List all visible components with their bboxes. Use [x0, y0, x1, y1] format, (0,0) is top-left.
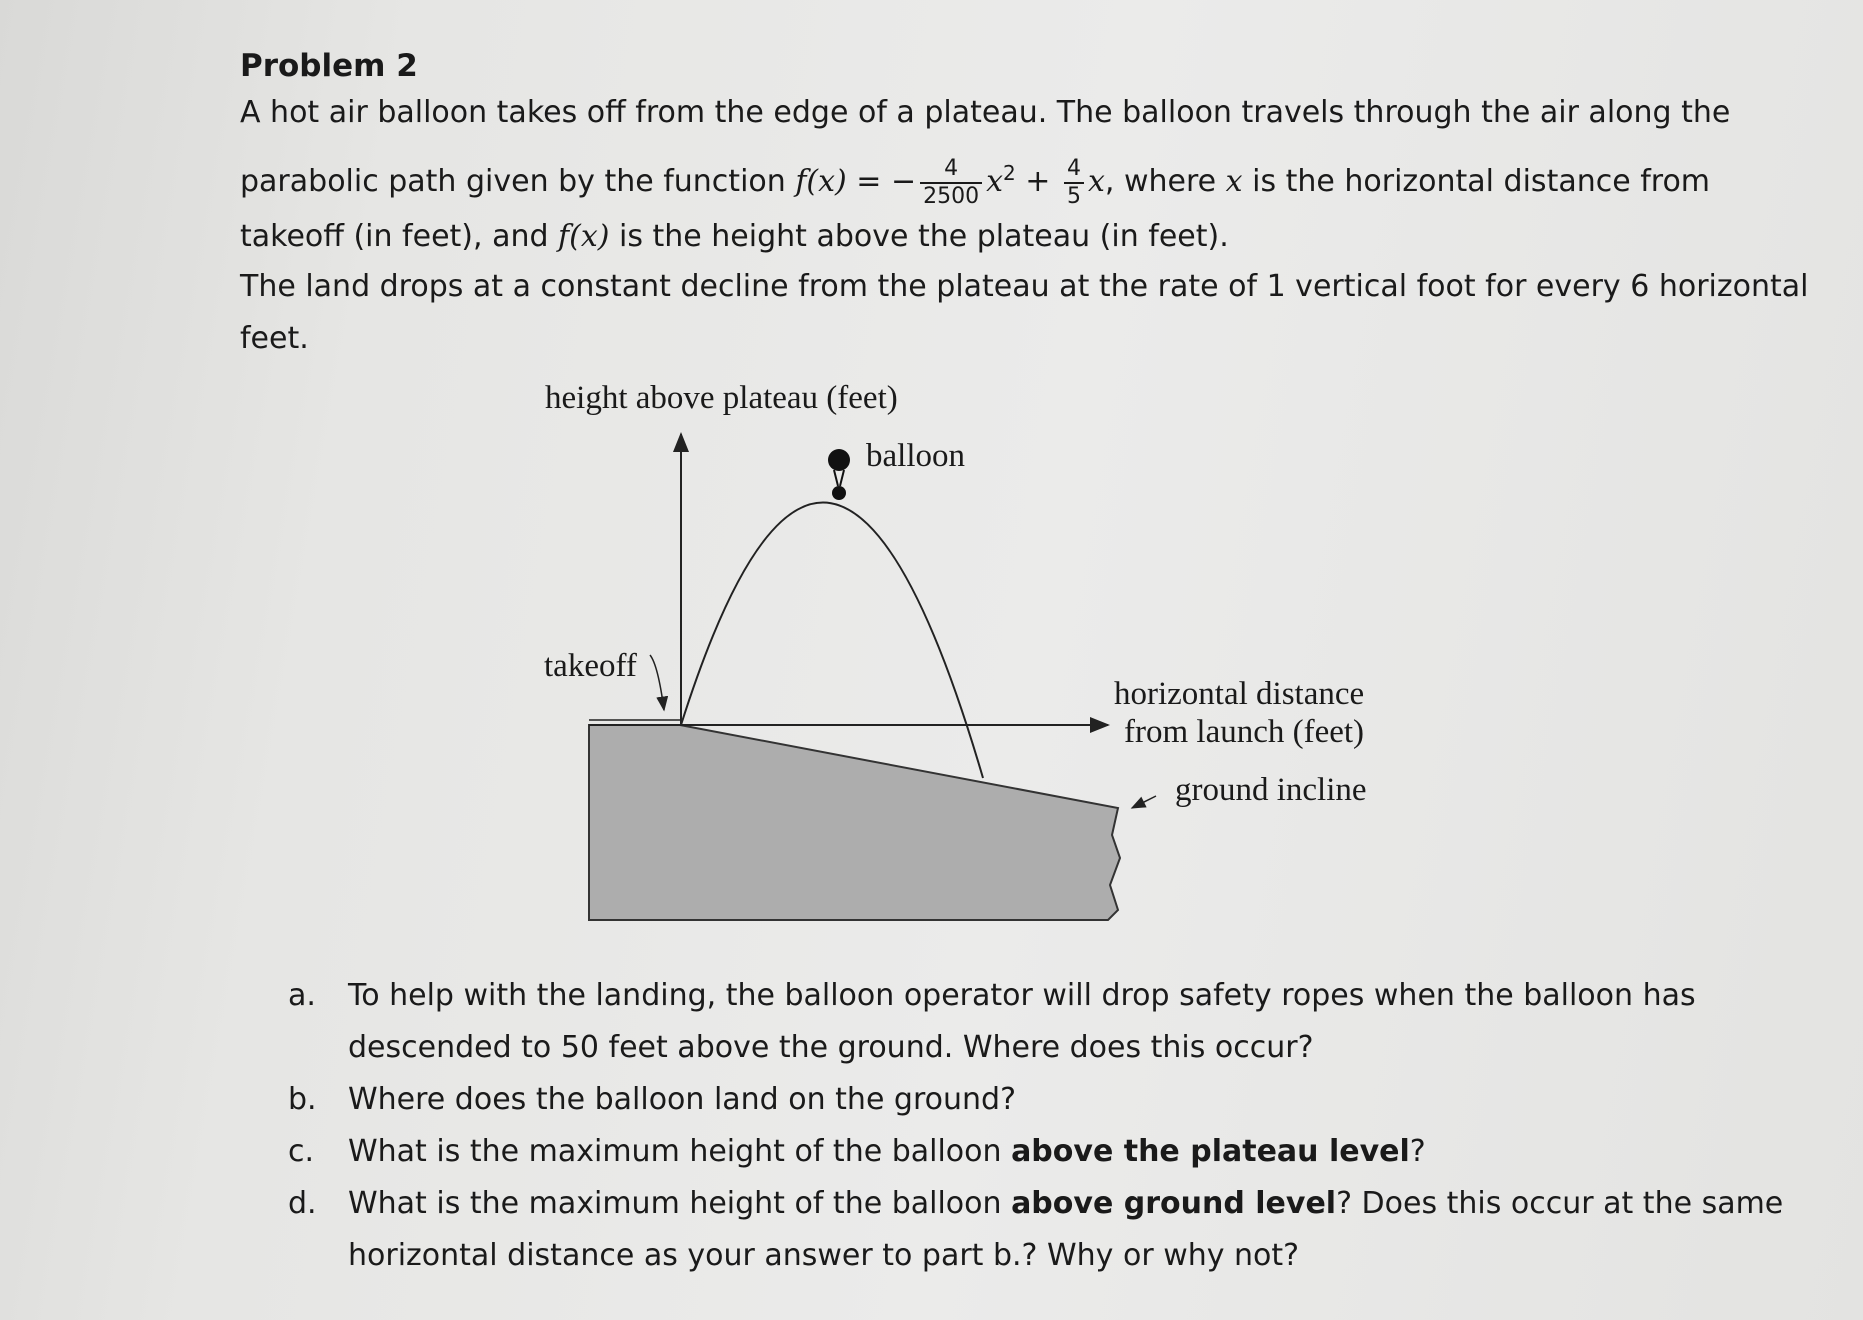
- exponent: 2: [1003, 161, 1016, 185]
- fraction-denominator: 5: [1066, 183, 1081, 209]
- intro-line-2-text: parabolic path given by the function: [240, 164, 796, 199]
- question-text: descended to 50 feet above the ground. Where does this occur?: [348, 1030, 1314, 1065]
- variable-x: x: [1087, 164, 1105, 199]
- fraction-denominator: 2500: [923, 183, 980, 209]
- question-a: [280, 970, 1800, 1074]
- variable-x: x: [986, 164, 1004, 199]
- equals-sign: = −: [846, 164, 917, 199]
- y-axis-label: height above plateau (feet): [545, 380, 898, 416]
- x-axis-label-line-1: horizontal distance: [1114, 676, 1365, 712]
- function-name: f(x): [795, 164, 847, 199]
- intro-text: is the horizontal distance from: [1242, 164, 1711, 199]
- intro-text: is the height above the plateau (in feet).: [609, 219, 1229, 254]
- question-text: To help with the landing, the balloon operator will drop safety ropes when the balloon has: [348, 978, 1696, 1013]
- takeoff-pointer: [650, 655, 664, 710]
- question-text: horizontal distance as your answer to part b.? Why or why not?: [348, 1238, 1300, 1273]
- x-axis-label-line-2: from launch (feet): [1124, 714, 1365, 750]
- intro-line-5: feet.: [240, 321, 309, 356]
- question-list: [280, 970, 1800, 1282]
- question-letter: b.: [288, 1082, 317, 1117]
- question-letter: c.: [288, 1134, 315, 1169]
- fraction-numerator: 4: [1064, 156, 1084, 184]
- intro-text: takeoff (in feet), and: [240, 219, 559, 254]
- fraction-numerator: 4: [920, 156, 982, 184]
- intro-text: , where: [1104, 164, 1226, 199]
- balloon-label: balloon: [866, 438, 965, 474]
- ground-incline-pointer: [1132, 796, 1156, 808]
- question-d: [280, 1178, 1800, 1282]
- question-bold-text: above the plateau level: [1011, 1134, 1410, 1169]
- plus-sign: +: [1015, 164, 1060, 199]
- ground-region: [589, 725, 1120, 920]
- question-text: Where does the balloon land on the ground?: [348, 1082, 1016, 1117]
- question-text-part: ?: [1409, 1134, 1426, 1169]
- intro-line-1: A hot air balloon takes off from the edge of a plateau. The balloon travels through the air along the: [240, 95, 1731, 130]
- question-bold-text: above ground level: [1011, 1186, 1337, 1221]
- question-text: [348, 1126, 1800, 1178]
- question-letter: d.: [288, 1186, 317, 1221]
- variable-x: x: [1225, 164, 1243, 199]
- question-letter: a.: [288, 978, 316, 1013]
- question-text-part: ? Does this occur at the same: [1336, 1186, 1784, 1221]
- question-text: [348, 1178, 1800, 1230]
- question-c: [280, 1126, 1800, 1178]
- function-name: f(x): [558, 219, 610, 254]
- intro-line-4: The land drops at a constant decline from the plateau at the rate of 1 vertical foot for every 6 horizontal: [240, 269, 1809, 304]
- takeoff-label: takeoff: [544, 648, 637, 684]
- question-text-part: What is the maximum height of the balloon: [348, 1134, 1012, 1169]
- ground-incline-label: ground incline: [1175, 772, 1367, 808]
- problem-title: Problem 2: [240, 48, 418, 84]
- balloon-icon: [828, 449, 850, 500]
- question-text-part: What is the maximum height of the balloon: [348, 1186, 1012, 1221]
- question-b: [280, 1074, 1800, 1126]
